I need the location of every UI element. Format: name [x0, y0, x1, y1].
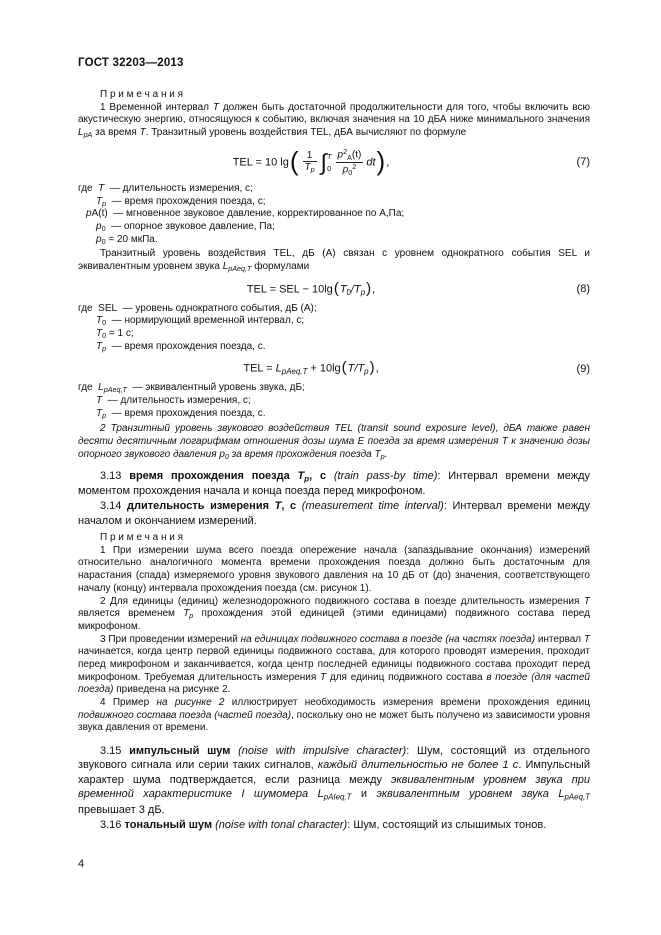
- note-b1-paragraph: 1 При измерении шума всего поезда опережение начала (запаздывание окончания) измерений относительно аналогичного момента времени прохождения поезда должно быть достаточным для нарастания (спада) измеряемого уровня звукового давления на 10 дБ от (до) значения, соответствующего началу (концу) интервала прохождения поезда (см. рисунок 1).: [78, 544, 590, 594]
- note-b4-paragraph: 4 Пример на рисунке 2 иллюстрирует необходимость измерения времени прохождения единиц подвижного состава поезда (частей поезда), поскольку оно не может быть получено из зависимости уровня звука давления от времени.: [78, 697, 590, 734]
- where-line: pA(t) — мгновенное звуковое давление, корректированное по А,Па;: [86, 208, 405, 220]
- formula-8: [78, 279, 590, 297]
- formula-7-expression: TEL = 10 lg( $\frac{1}{T_p}$ ∫ T 0 $\frac{p^2_A(t)}{p_0^2}$ dt),: [232, 145, 390, 177]
- term-3-16: 3.16 тональный шум (noise with tonal character): Шум, состоящий из слышимых тонов.: [100, 818, 547, 831]
- tel-sel-paragraph: Транзитный уровень воздействия TEL, дБ (А) связан с уровнем однократного события SEL и эквивалентным уровнем звука $L_{pAeq,T}$ формулами: [78, 248, 590, 274]
- where-line: $T_0 = 1$ с;: [96, 328, 134, 341]
- where-line: где $L_{pAeq,T}$ — эквивалентный уровень звука, дБ;: [78, 382, 305, 395]
- formula-8-number: (8): [576, 283, 590, 296]
- note-a2-paragraph: 2 Транзитный уровень звукового воздействия TEL (transit sound exposure level), дБА также равен десяти десятичным логарифмам отношения дозы шума E поезда за время измерения T к значению дозы опорного звукового давления $p_0$ за время прохождения поезда $T_p$.: [78, 423, 591, 461]
- formula-9: [78, 361, 590, 376]
- where-line: T — длительность измерения, с;: [96, 395, 251, 407]
- term-3-13: 3.13 время прохождения поезда $T_p$, с (train pass-by time): Интервал времени между моментом прохождения начала и конца поезда перед микрофоном.: [78, 469, 590, 498]
- where-list-9: [78, 382, 590, 420]
- where-line: $T_p$ — время прохождения поезда, с.: [96, 340, 266, 353]
- doc-number: ГОСТ 32203—2013: [78, 57, 184, 69]
- where-line: $p_0$ — опорное звуковое давление, Па;: [96, 220, 275, 234]
- formula-7-number: (7): [576, 156, 590, 169]
- where-line: $p_0 = 20$ мкПа.: [96, 233, 158, 246]
- formula-7: [78, 145, 590, 177]
- page-content: [78, 89, 590, 832]
- term-3-14: 3.14 длительность измерения T, с (measurement time interval): Интервал времени между началом и окончанием измерений.: [78, 500, 590, 527]
- where-line: $T_p$ — время прохождения поезда, с.: [96, 407, 266, 420]
- page-number: 4: [78, 858, 85, 870]
- formula-9-number: (9): [576, 362, 590, 375]
- formula-8-expression: TEL = SEL − $10\lg(T_0/T_p)$,: [246, 279, 376, 297]
- notes-title-2: П р и м е ч а н и я: [100, 532, 184, 544]
- where-line: $T_p$ — время прохождения поезда, с;: [96, 195, 266, 208]
- where-list-8: [78, 303, 590, 354]
- formula-9-expression: TEL = $L_{pAeq,T} + 10\lg(T/T_p)$,: [243, 359, 379, 377]
- where-list-7: [78, 183, 590, 246]
- where-line: где T — длительность измерения, с;: [78, 182, 253, 194]
- note-a1-paragraph: 1 Временной интервал T должен быть достаточной продолжительности для того, чтобы включить всю акустическую энергию, относящуюся к событию, включая значения на 10 дБА ниже минимального значения $L_{pA}$ за время T. Транзитный уровень воздействия TEL, дБА вычисляют по формуле: [78, 101, 590, 140]
- where-line: где SEL — уровень однократного события, дБ (А);: [78, 302, 317, 314]
- notes-title-1: П р и м е ч а н и я: [100, 89, 184, 100]
- note-b3-paragraph: 3 При проведении измерений на единицах подвижного состава в поезде (на частях поезда) интервал T начинается, когда центр первой единицы подвижного состава, для которого проводят измерения, проходит перед микрофоном и заканчивается, когда центр последней единицы подвижного состава проходит перед микрофоном. Требуемая длительность измерения T для единиц подвижного состава в поезде (для частей поезда) приведена на рисунке 2.: [78, 633, 591, 696]
- note-b2-paragraph: 2 Для единицы (единиц) железнодорожного подвижного состава в поезде длительность измерения T является временем $T_p$ прохождения этой единицей (этими единицами) подвижного состава перед микрофоном.: [78, 595, 590, 632]
- where-line: $T_0$ — нормирующий временной интервал, с;: [96, 315, 305, 328]
- term-3-15: 3.15 импульсный шум (noise with impulsive character): Шум, состоящий из отдельного звукового сигнала или серии таких сигналов, каждый длительностью не более 1 с. Импульсный характер шума подтверждается, если разница между эквивалентным уровнем звука при временной характеристике I шумомера $L_{pAIeq,T}$ и эквивалентным уровнем звука $L_{pAeq,T}$ превышает 3 дБ.: [78, 745, 590, 816]
